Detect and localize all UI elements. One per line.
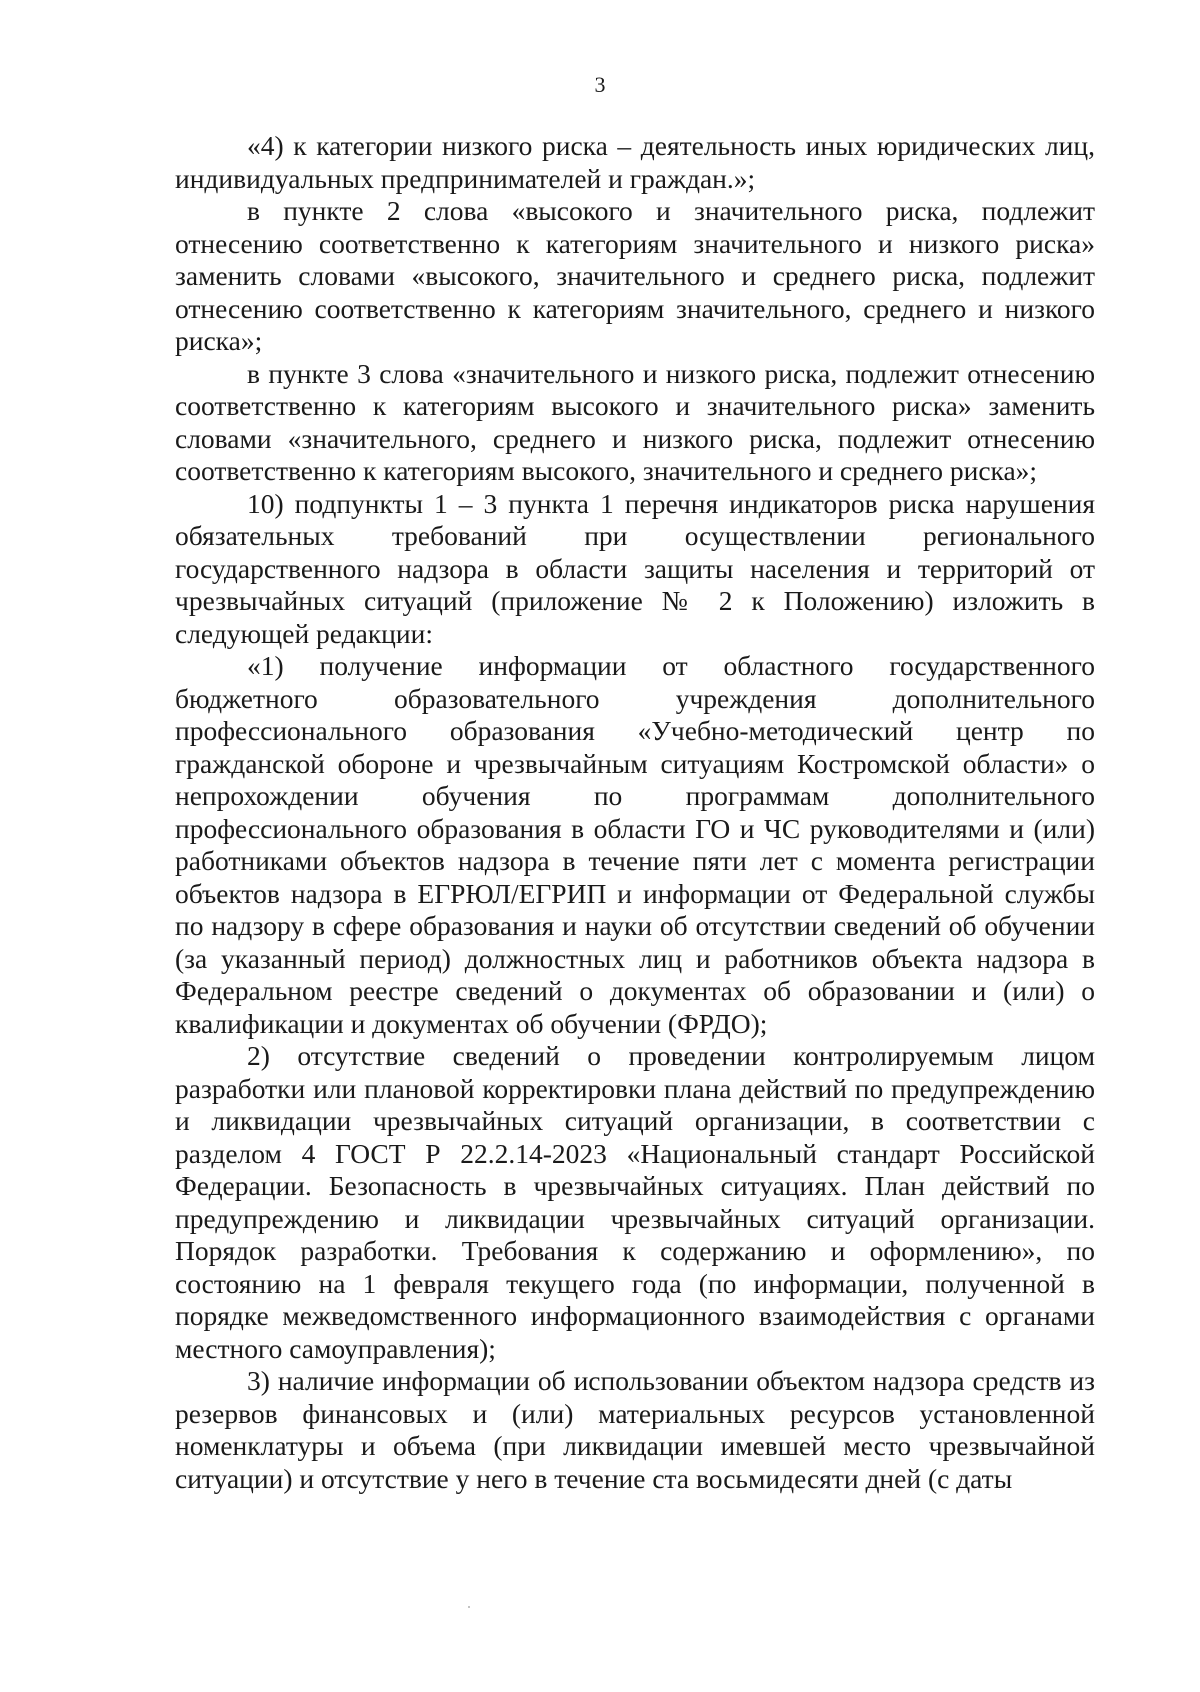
paragraph-indicator-2: 2) отсутствие сведений о проведении контролируемым лицом разработки или плановой корректировки плана действий по предупреждению и ликвидации чрезвычайных ситуаций организации, в соответствии с разделом 4 ГОСТ Р 22.2.14-2023 «Национальный стандарт Российской Федерации. Безопасность в чрезвычайных ситуациях. План действий по предупреждению и ликвидации чрезвычайных ситуаций организации. Порядок разработки. Требования к содержанию и оформлению», по состоянию на 1 февраля текущего года (по информации, полученной в порядке межведомственного информационного взаимодействия с органами местного самоуправления); bbox=[175, 1040, 1095, 1364]
paragraph-indicator-1: «1) получение информации от областного государственного бюджетного образовательного учреждения дополнительного профессионального образования «Учебно-методический центр по гражданской обороне и чрезвычайным ситуациям Костромской области» о непрохождении обучения по программам дополнительного профессионального образования в области ГО и ЧС руководителями и (или) работниками объектов надзора в течение пяти лет с момента регистрации объектов надзора в ЕГРЮЛ/ЕГРИП и информации от Федеральной службы по надзору в сфере образования и науки об отсутствии сведений об обучении (за указанный период) должностных лиц и работников объекта надзора в Федеральном реестре сведений о документах об образовании и (или) о квалификации и документах об обучении (ФРДО); bbox=[175, 650, 1095, 1039]
page-number: 3 bbox=[594, 72, 606, 97]
document-body bbox=[175, 130, 1095, 1495]
paragraph-point-3-amendment: в пункте 3 слова «значительного и низкого риска, подлежит отнесению соответственно к категориям высокого и значительного риска» заменить словами «значительного, среднего и низкого риска, подлежит отнесению соответственно к категориям высокого, значительного и среднего риска»; bbox=[175, 357, 1095, 486]
paragraph-category-low-risk: «4) к категории низкого риска – деятельность иных юридических лиц, индивидуальных предпринимателей и граждан.»; bbox=[175, 130, 1095, 194]
paragraph-point-2-amendment: в пункте 2 слова «высокого и значительного риска, подлежит отнесению соответственно к категориям значительного и низкого риска» заменить словами «высокого, значительного и среднего риска, подлежит отнесению соответственно к категориям значительного, среднего и низкого риска»; bbox=[175, 195, 1095, 356]
paragraph-indicator-3: 3) наличие информации об использовании объектом надзора средств из резервов финансовых и (или) материальных ресурсов установленной номенклатуры и объема (при ликвидации имевшей место чрезвычайной ситуации) и отсутствие у него в течение ста восьмидесяти дней (с даты bbox=[175, 1365, 1095, 1494]
paragraph-item-10: 10) подпункты 1 – 3 пункта 1 перечня индикаторов риска нарушения обязательных требований при осуществлении регионального государственного надзора в области защиты населения и территорий от чрезвычайных ситуаций (приложение № 2 к Положению) изложить в следующей редакции: bbox=[175, 487, 1095, 649]
scan-speck bbox=[468, 1606, 470, 1608]
